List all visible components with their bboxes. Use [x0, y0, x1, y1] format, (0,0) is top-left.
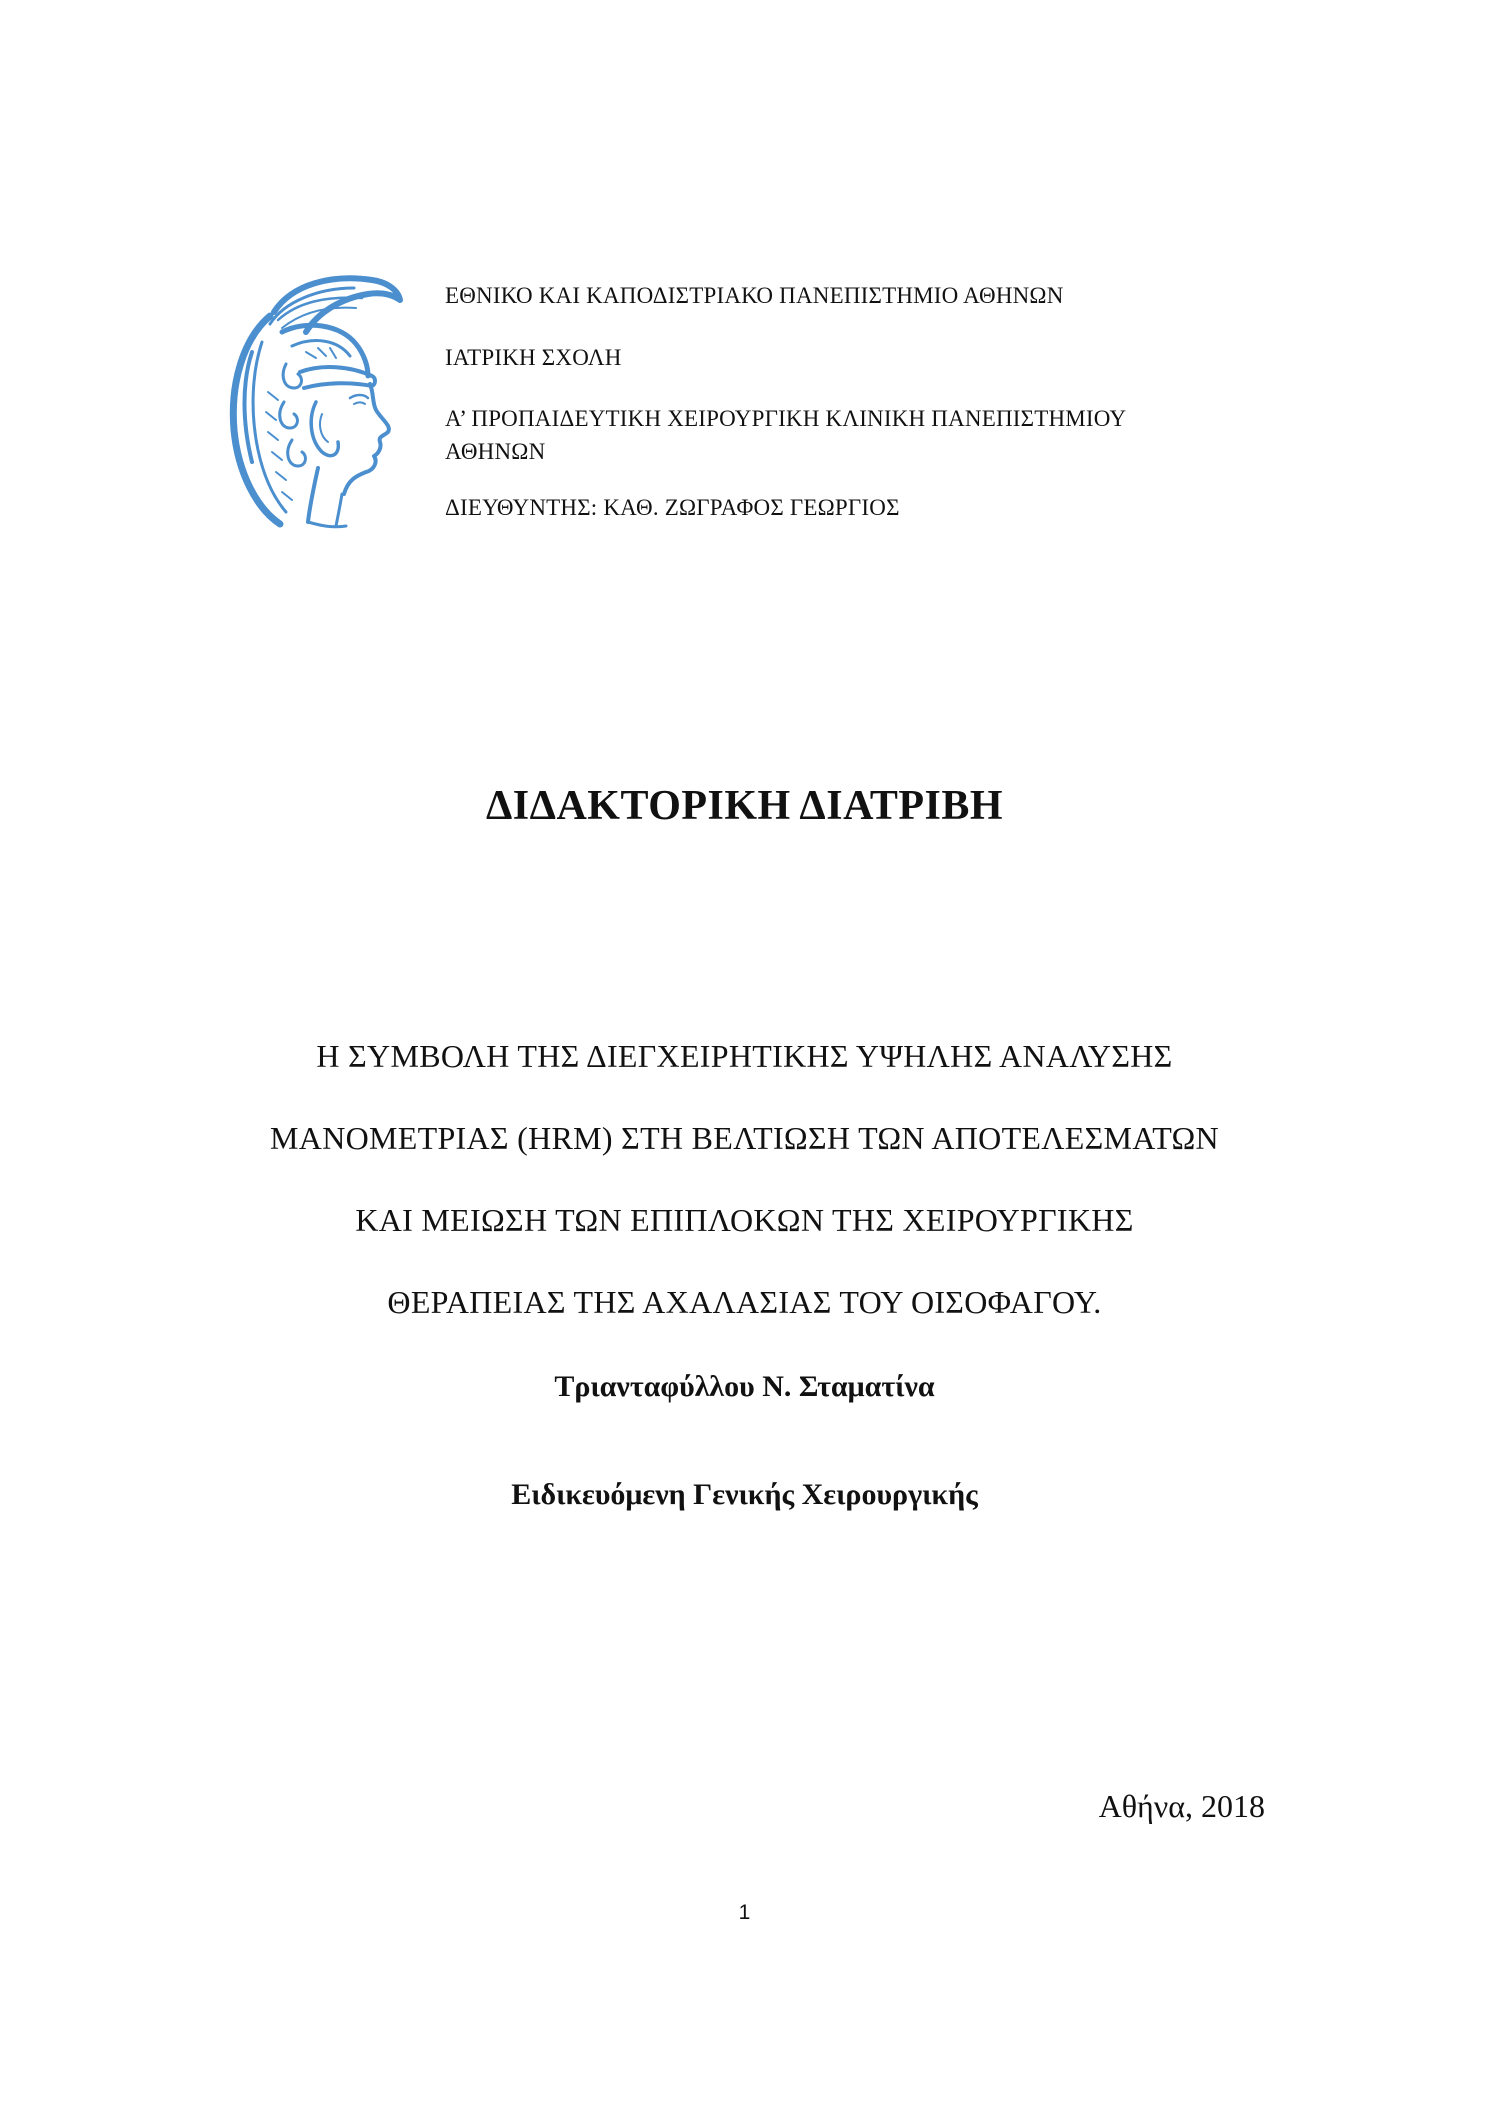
- place-date: Αθήνα, 2018: [1098, 1788, 1265, 1824]
- thesis-title: [180, 1015, 1309, 1343]
- thesis-type-heading: ΔΙΔΑΚΤΟΡΙΚΗ ΔΙΑΤΡΙΒΗ: [485, 783, 1004, 829]
- school-name: ΙΑΤΡΙΚΗ ΣΧΟΛΗ: [445, 345, 622, 370]
- thesis-title-line: ΚΑΙ ΜΕΙΩΣΗ ΤΩΝ ΕΠΙΠΛΟΚΩΝ ΤΗΣ ΧΕΙΡΟΥΡΓΙΚΗΣ: [355, 1202, 1134, 1238]
- thesis-title-line: ΜΑΝΟΜΕΤΡΙΑΣ (HRM) ΣΤΗ ΒΕΛΤΙΩΣΗ ΤΩΝ ΑΠΟΤΕΛΕΣΜΑΤΩΝ: [270, 1120, 1219, 1156]
- university-logo: [222, 272, 404, 530]
- thesis-title-line: ΘΕΡΑΠΕΙΑΣ ΤΗΣ ΑΧΑΛΑΣΙΑΣ ΤΟΥ ΟΙΣΟΦΑΓΟΥ.: [387, 1284, 1102, 1320]
- clinic-name: Α’ ΠΡΟΠΑΙΔΕΥΤΙΚΗ ΧΕΙΡΟΥΡΓΙΚΗ ΚΛΙΝΙΚΗ ΠΑΝΕΠΙΣΤΗΜΙΟΥ ΑΘΗΝΩΝ: [445, 406, 1126, 464]
- thesis-title-line: Η ΣΥΜΒΟΛΗ ΤΗΣ ΔΙΕΓΧΕΙΡΗΤΙΚΗΣ ΥΨΗΛΗΣ ΑΝΑΛΥΣΗΣ: [316, 1038, 1173, 1074]
- athena-head-icon: [222, 272, 404, 530]
- university-name: ΕΘΝΙΚΟ ΚΑΙ ΚΑΠΟΔΙΣΤΡΙΑΚΟ ΠΑΝΕΠΙΣΤΗΜΙΟ ΑΘΗΝΩΝ: [445, 283, 1064, 308]
- director-name: ΔΙΕΥΘΥΝΤΗΣ: ΚΑΘ. ΖΩΓΡΑΦΟΣ ΓΕΩΡΓΙΟΣ: [445, 495, 900, 520]
- author-name: Τριανταφύλλου Ν. Σταματίνα: [554, 1370, 935, 1403]
- author-specialty: Ειδικευόμενη Γενικής Χειρουργικής: [511, 1478, 978, 1511]
- page-number: 1: [738, 1901, 751, 1924]
